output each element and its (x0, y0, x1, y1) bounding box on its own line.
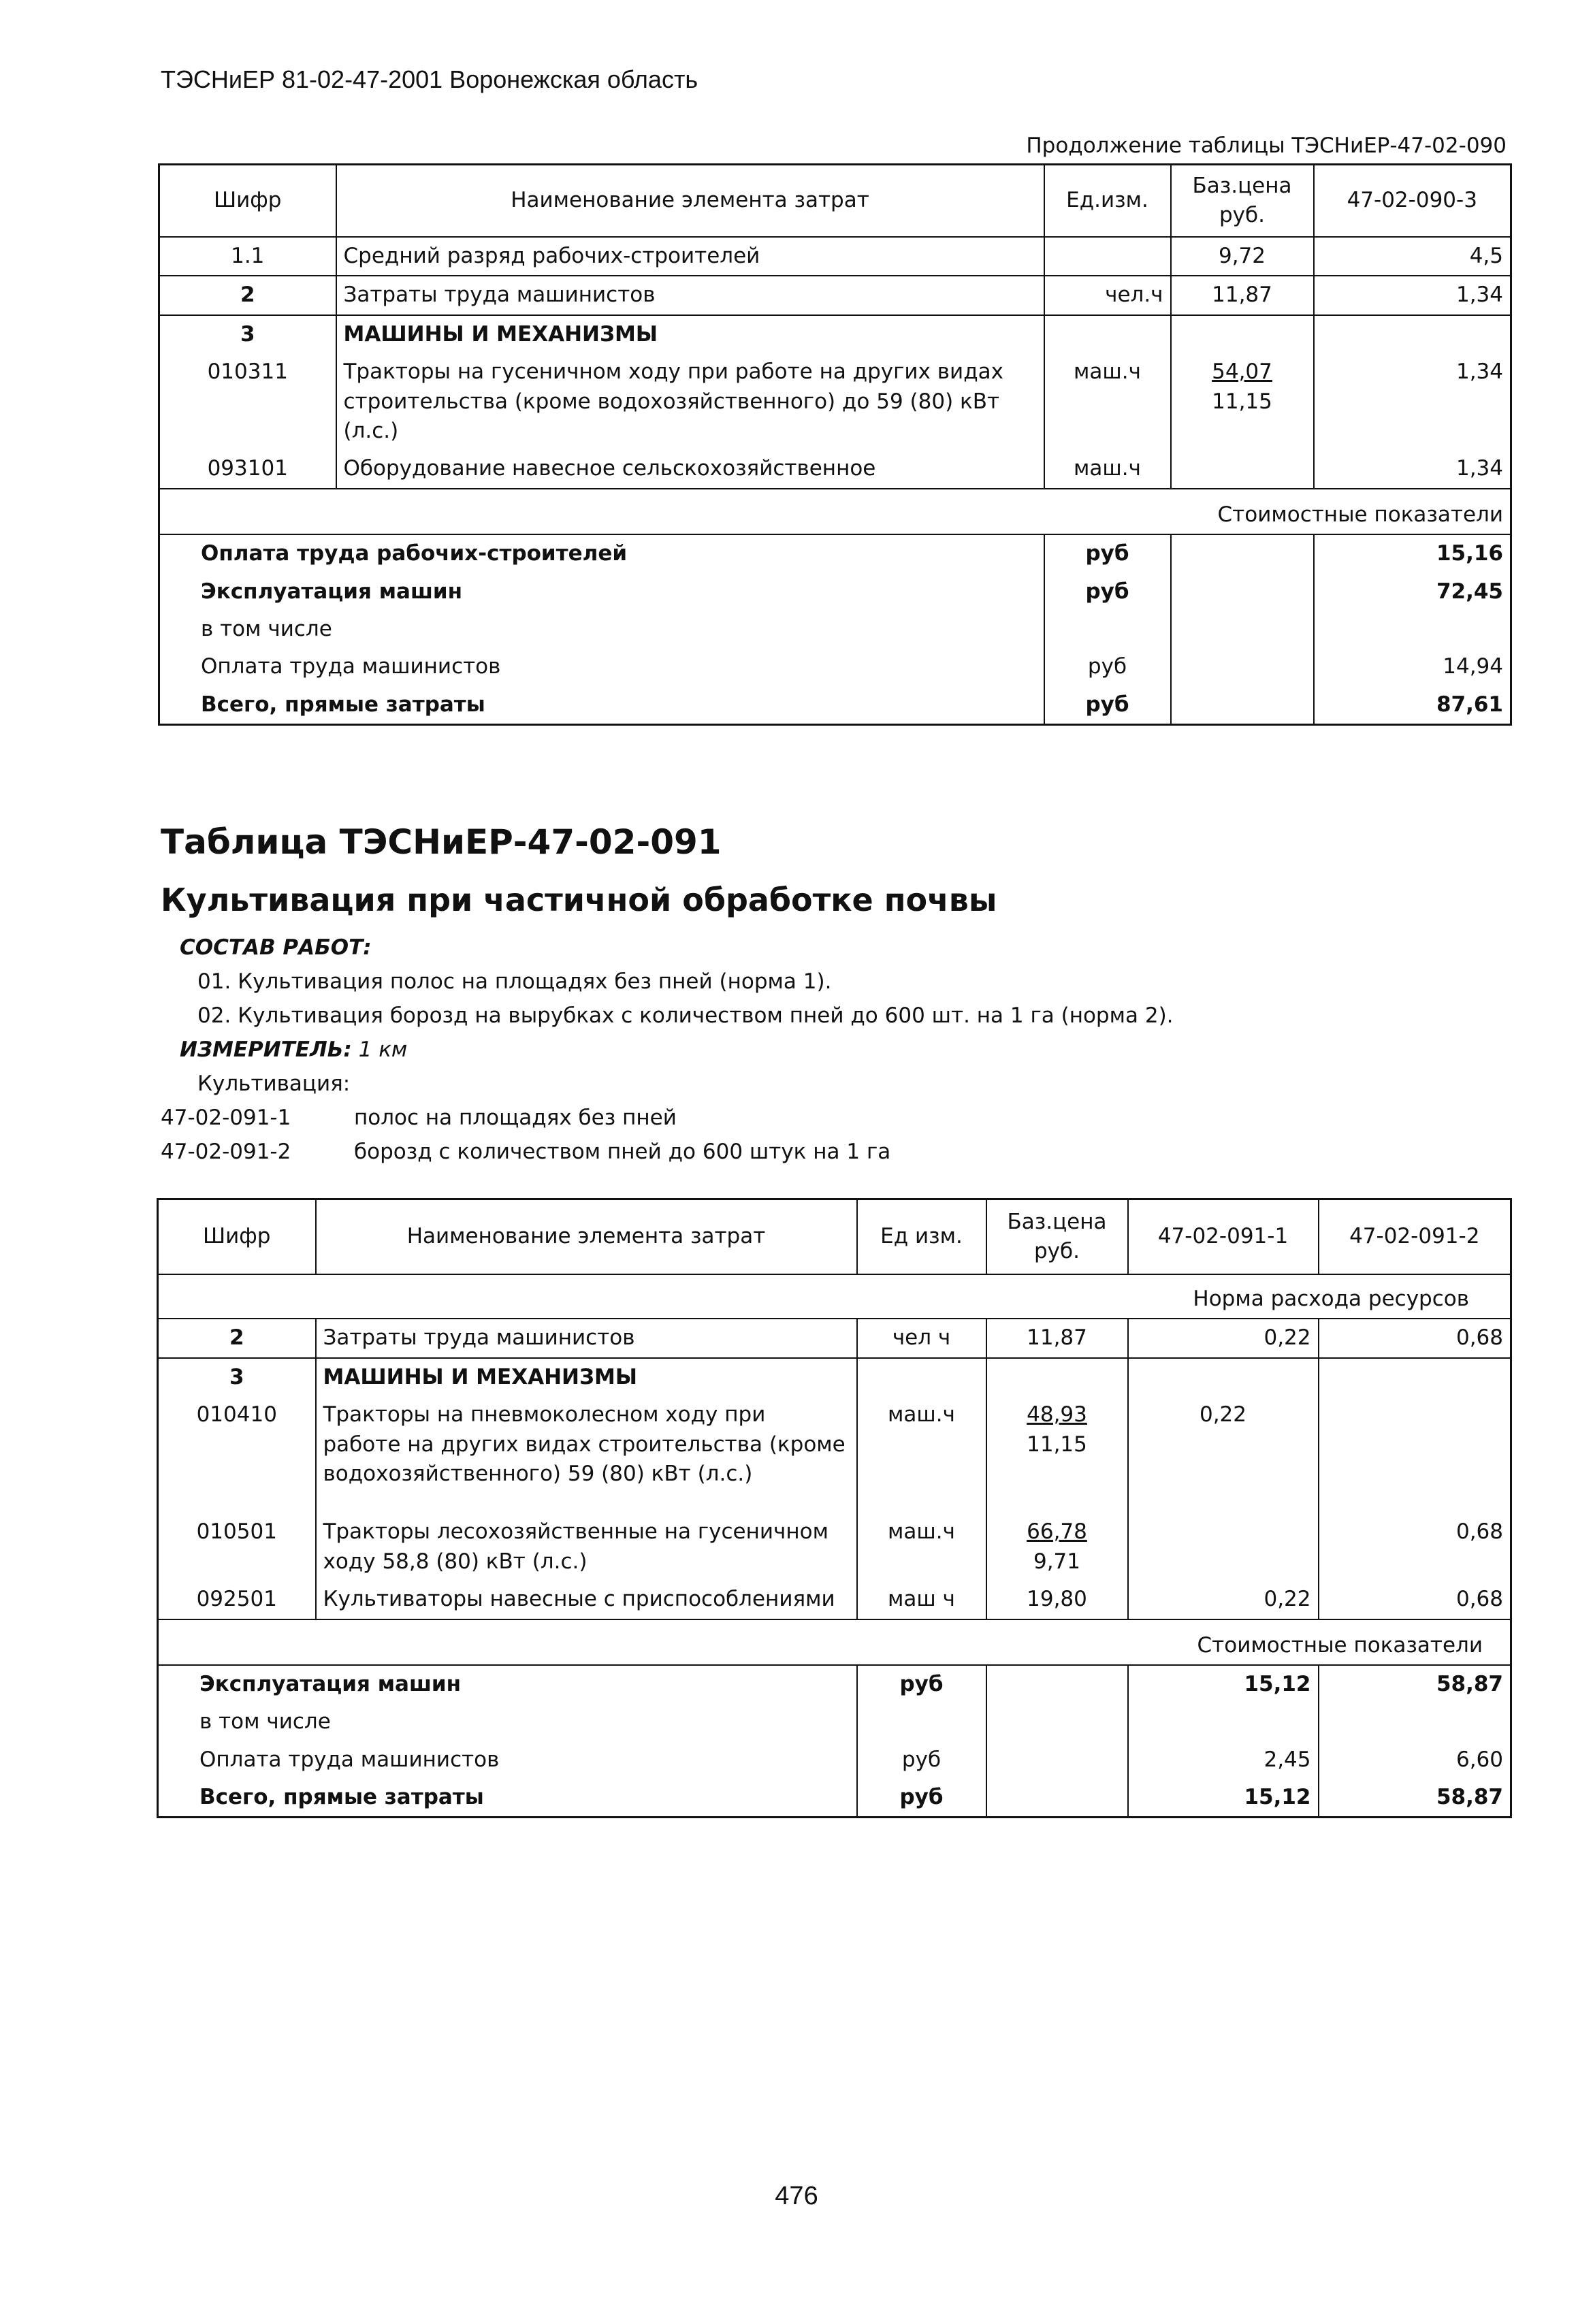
price-total: 48,93 (1027, 1402, 1087, 1427)
row-value-2: 0,68 (1319, 1513, 1511, 1581)
total-empty (1171, 686, 1314, 725)
meter-line (180, 1037, 407, 1062)
norm-code: 47-02-091-1 (161, 1105, 291, 1130)
total-row (158, 1665, 1511, 1703)
total-name: Всего, прямые затраты (201, 692, 485, 717)
total-empty (986, 1779, 1128, 1818)
table-row (158, 1581, 1511, 1619)
row-value (1314, 315, 1511, 353)
total-row (158, 1703, 1511, 1741)
row-code: 010311 (207, 359, 288, 385)
table-header-row (158, 1199, 1511, 1275)
table-row (159, 237, 1511, 276)
works-label: СОСТАВ РАБОТ: (180, 935, 372, 960)
row-price: 9,72 (1171, 237, 1314, 276)
row-name: МАШИНЫ И МЕХАНИЗМЫ (316, 1358, 857, 1396)
works-item: 01. Культивация полос на площадях без пней (норма 1). (197, 969, 832, 994)
price-labor: 11,15 (1027, 1432, 1087, 1457)
row-name: Культиваторы навесные с приспособлениями (316, 1581, 857, 1619)
row-name: Тракторы на гусеничном ходу при работе на других видах строительства (кроме водохозяйственного) до 59 (80) кВт (л.с.) (336, 353, 1044, 450)
total-empty (986, 1741, 1128, 1779)
header-unit: Ед.изм. (1044, 165, 1171, 238)
total-name: Оплата труда машинистов (201, 654, 501, 679)
total-value (1314, 611, 1511, 648)
total-value-2: 58,87 (1319, 1665, 1511, 1703)
row-value-1 (1128, 1513, 1319, 1581)
table-row (159, 315, 1511, 353)
row-code: 010501 (196, 1519, 277, 1545)
row-unit: маш.ч (857, 1396, 986, 1513)
table-row (158, 1319, 1511, 1357)
header-name: Наименование элемента затрат (316, 1199, 857, 1275)
total-row (159, 573, 1511, 611)
total-unit: руб (1044, 573, 1171, 611)
row-price (986, 1513, 1128, 1581)
row-price (1171, 353, 1314, 450)
header-norm-column: 47-02-090-3 (1314, 165, 1511, 238)
total-empty (1171, 611, 1314, 648)
header-norm-1: 47-02-091-1 (1128, 1199, 1319, 1275)
table-subtitle: Культивация при частичной обработке почвы (161, 882, 997, 918)
total-row (159, 611, 1511, 648)
total-name: в том числе (201, 616, 332, 641)
table-row (158, 1396, 1511, 1513)
price-labor: 9,71 (1033, 1549, 1081, 1574)
total-empty (986, 1703, 1128, 1741)
row-code: 2 (240, 283, 255, 308)
section-label: Стоимостные показатели (1197, 1632, 1483, 1658)
resource-table-47-02-091 (157, 1198, 1512, 1818)
meter-label: ИЗМЕРИТЕЛЬ: (180, 1037, 352, 1062)
row-unit: маш.ч (857, 1513, 986, 1581)
document-header: ТЭСНиЕР 81-02-47-2001 Воронежская область (161, 65, 698, 93)
row-value-2: 0,68 (1319, 1319, 1511, 1357)
row-code: 1.1 (231, 244, 265, 268)
price-total: 66,78 (1027, 1519, 1087, 1545)
norm-section-label: Норма расхода ресурсов (1193, 1287, 1469, 1311)
section-row (158, 1619, 1511, 1665)
total-name: Оплата труда рабочих-строителей (201, 541, 628, 566)
row-value-1: 0,22 (1128, 1396, 1319, 1513)
section-row (159, 489, 1511, 534)
works-item: 02. Культивация борозд на вырубках с количеством пней до 600 шт. на 1 га (норма 2). (197, 1003, 1174, 1028)
row-value: 1,34 (1314, 450, 1511, 488)
total-unit: руб (857, 1741, 986, 1779)
total-value: 87,61 (1314, 686, 1511, 725)
total-row (159, 648, 1511, 685)
meter-value: 1 км (358, 1037, 408, 1062)
header-norm-2: 47-02-091-2 (1319, 1199, 1511, 1275)
section-label: Стоимостные показатели (1217, 502, 1503, 527)
header-price: Баз.цена руб. (1171, 165, 1314, 238)
row-price: 11,87 (1171, 276, 1314, 314)
table-row (158, 1513, 1511, 1581)
total-name: Всего, прямые затраты (199, 1785, 484, 1810)
total-name: Эксплуатация машин (199, 1671, 462, 1696)
row-unit: чел ч (857, 1319, 986, 1357)
total-value-1: 15,12 (1128, 1665, 1319, 1703)
table-row (159, 450, 1511, 488)
row-value-2 (1319, 1396, 1511, 1513)
price-labor: 11,15 (1212, 389, 1272, 414)
total-value-1 (1128, 1703, 1319, 1741)
kind-label: Культивация: (197, 1071, 351, 1096)
total-value: 15,16 (1314, 534, 1511, 572)
row-code: 3 (229, 1364, 244, 1389)
total-value-1: 15,12 (1128, 1779, 1319, 1818)
table-row (159, 276, 1511, 314)
row-value-1 (1128, 1358, 1319, 1396)
row-code: 092501 (196, 1587, 277, 1612)
row-name: Тракторы на пневмоколесном ходу при работе на других видах строительства (кроме водохозяйственного) 59 (80) кВт (л.с.) (316, 1396, 857, 1513)
total-unit (857, 1703, 986, 1741)
resource-table-47-02-090 (158, 163, 1512, 726)
section-row (158, 1274, 1511, 1319)
header-unit: Ед изм. (857, 1199, 986, 1275)
row-name: Тракторы лесохозяйственные на гусеничном ходу 58,8 (80) кВт (л.с.) (316, 1513, 857, 1581)
price-total: 54,07 (1212, 359, 1272, 385)
row-price (1171, 315, 1314, 353)
row-unit (857, 1358, 986, 1396)
header-code: Шифр (203, 1224, 271, 1249)
total-name: Эксплуатация машин (201, 579, 463, 604)
total-empty (1171, 573, 1314, 611)
row-name: Затраты труда машинистов (336, 276, 1044, 314)
row-price (986, 1358, 1128, 1396)
row-unit (1044, 315, 1171, 353)
total-value-2 (1319, 1703, 1511, 1741)
total-value: 72,45 (1314, 573, 1511, 611)
total-name: в том числе (199, 1709, 331, 1734)
total-row (158, 1741, 1511, 1779)
row-name: Средний разряд рабочих-строителей (336, 237, 1044, 276)
row-code: 093101 (207, 456, 288, 481)
norm-desc: полос на площадях без пней (354, 1105, 677, 1130)
header-code: Шифр (214, 188, 282, 213)
table-title: Таблица ТЭСНиЕР-47-02-091 (161, 822, 722, 862)
row-value-1: 0,22 (1128, 1319, 1319, 1357)
total-row (158, 1779, 1511, 1818)
row-unit: маш.ч (1044, 450, 1171, 488)
total-empty (1171, 534, 1314, 572)
total-unit (1044, 611, 1171, 648)
row-value: 4,5 (1314, 237, 1511, 276)
row-price (1171, 450, 1314, 488)
row-code: 010410 (196, 1402, 277, 1427)
total-unit: руб (1044, 686, 1171, 725)
row-name: Оборудование навесное сельскохозяйственное (336, 450, 1044, 488)
row-unit: маш.ч (1044, 353, 1171, 450)
header-name: Наименование элемента затрат (336, 165, 1044, 238)
total-name: Оплата труда машинистов (199, 1747, 500, 1772)
total-empty (986, 1665, 1128, 1703)
row-value: 1,34 (1314, 276, 1511, 314)
total-unit: руб (857, 1779, 986, 1818)
row-price: 19,80 (986, 1581, 1128, 1619)
row-price (986, 1396, 1128, 1513)
row-code: 2 (229, 1325, 244, 1351)
header-price: Баз.цена руб. (986, 1199, 1128, 1275)
total-value-2: 6,60 (1319, 1741, 1511, 1779)
table-continuation-caption: Продолжение таблицы ТЭСНиЕР-47-02-090 (1026, 133, 1507, 158)
norm-code: 47-02-091-2 (161, 1140, 291, 1164)
row-value: 1,34 (1314, 353, 1511, 450)
total-empty (1171, 648, 1314, 685)
row-unit: чел.ч (1044, 276, 1171, 314)
table-row (158, 1358, 1511, 1396)
total-unit: руб (1044, 534, 1171, 572)
row-name: Затраты труда машинистов (316, 1319, 857, 1357)
total-value-2: 58,87 (1319, 1779, 1511, 1818)
total-value-1: 2,45 (1128, 1741, 1319, 1779)
row-unit (1044, 237, 1171, 276)
table-header-row (159, 165, 1511, 238)
row-value-1: 0,22 (1128, 1581, 1319, 1619)
table-row (159, 353, 1511, 450)
total-unit: руб (857, 1665, 986, 1703)
row-value-2: 0,68 (1319, 1581, 1511, 1619)
row-value-2 (1319, 1358, 1511, 1396)
total-row (159, 534, 1511, 572)
total-unit: руб (1044, 648, 1171, 685)
norm-desc: борозд с количеством пней до 600 штук на 1 га (354, 1140, 891, 1164)
row-unit: маш ч (857, 1581, 986, 1619)
row-price: 11,87 (986, 1319, 1128, 1357)
total-value: 14,94 (1314, 648, 1511, 685)
page-number: 476 (775, 2182, 818, 2210)
total-row (159, 686, 1511, 725)
row-name: МАШИНЫ И МЕХАНИЗМЫ (336, 315, 1044, 353)
row-code: 3 (240, 321, 255, 346)
